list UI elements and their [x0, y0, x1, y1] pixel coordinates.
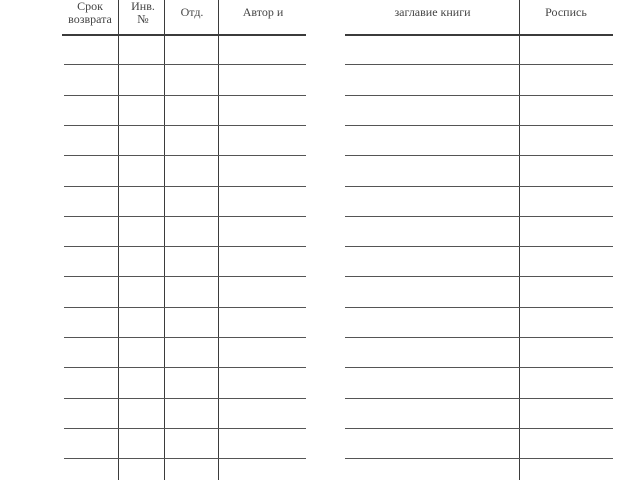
- header-return-date-line1: Срок: [77, 0, 103, 13]
- header-inventory-line1: Инв.: [131, 0, 155, 13]
- row-line-right: [345, 155, 613, 156]
- header-inventory-number: [120, 0, 166, 26]
- column-divider-left-3: [218, 0, 219, 480]
- row-line-left: [64, 155, 306, 156]
- row-line-right: [345, 428, 613, 429]
- header-inventory-line2: №: [137, 12, 149, 26]
- row-line-left: [64, 398, 306, 399]
- row-line-left: [64, 64, 306, 65]
- row-line-left: [64, 186, 306, 187]
- header-signature: Роспись: [545, 5, 587, 19]
- header-underline-left: [62, 34, 306, 36]
- header-department: Отд.: [180, 5, 204, 19]
- row-line-left: [64, 458, 306, 459]
- header-underline-right: [345, 34, 613, 36]
- row-line-left: [64, 246, 306, 247]
- row-line-left: [64, 276, 306, 277]
- row-line-right: [345, 458, 613, 459]
- row-line-right: [345, 216, 613, 217]
- row-line-right: [345, 337, 613, 338]
- header-return-date-line2: возврата: [68, 12, 112, 26]
- row-line-right: [345, 125, 613, 126]
- row-line-left: [64, 337, 306, 338]
- row-line-right: [345, 276, 613, 277]
- row-line-left: [64, 95, 306, 96]
- row-line-left: [64, 428, 306, 429]
- row-line-right: [345, 307, 613, 308]
- row-line-left: [64, 367, 306, 368]
- column-divider-left-1: [118, 0, 119, 480]
- row-line-right: [345, 64, 613, 65]
- row-line-left: [64, 216, 306, 217]
- row-line-left: [64, 125, 306, 126]
- column-divider-right: [519, 0, 520, 480]
- header-book-title: заглавие книги: [394, 5, 471, 19]
- row-line-right: [345, 398, 613, 399]
- column-divider-left-2: [164, 0, 165, 480]
- row-line-right: [345, 186, 613, 187]
- row-line-left: [64, 307, 306, 308]
- header-return-date: [60, 0, 120, 26]
- row-line-right: [345, 367, 613, 368]
- row-line-right: [345, 95, 613, 96]
- header-author: Автор и: [242, 5, 284, 19]
- row-line-right: [345, 246, 613, 247]
